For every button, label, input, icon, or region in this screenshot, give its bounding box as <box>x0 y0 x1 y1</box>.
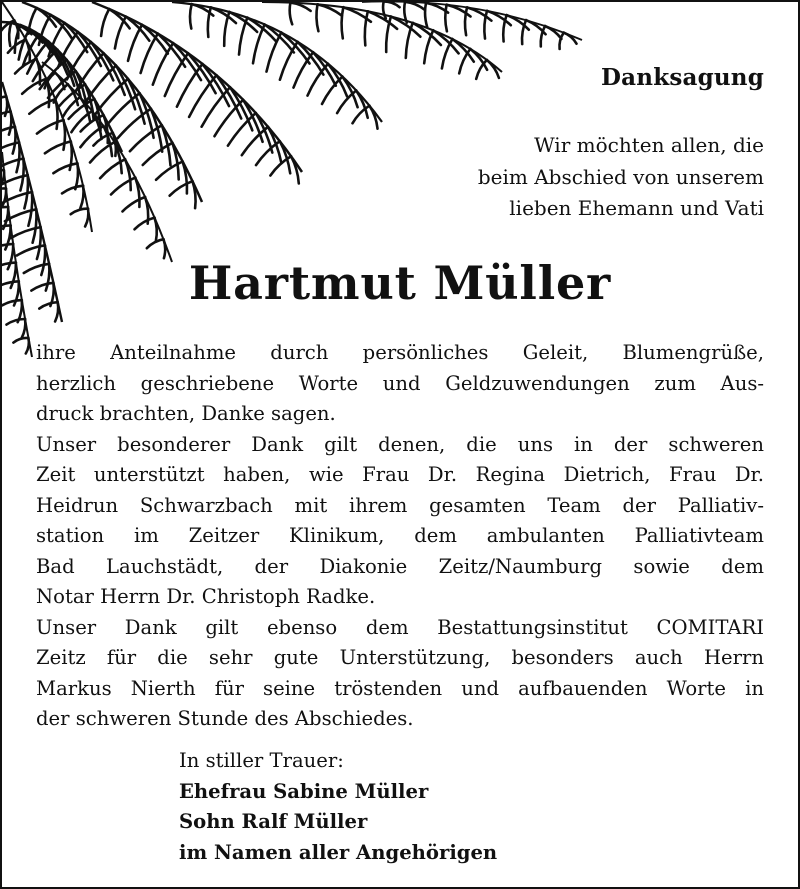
text-line: Zeitz für die sehr gute Unterstützung, besonders auch Herrn <box>36 646 764 669</box>
intro-line: beim Abschied von unserem <box>477 164 764 189</box>
heading: Danksagung <box>601 64 764 91</box>
text-line: Zeit unterstützt haben, wie Frau Dr. Regina Dietrich, Frau Dr. <box>36 463 764 486</box>
text-line: Markus Nierth für seine tröstenden und aufbauenden Worte in <box>36 676 764 700</box>
body-text <box>36 338 764 735</box>
intro-text <box>478 130 764 225</box>
text-line: der schweren Stunde des Abschiedes. <box>36 707 414 730</box>
signoff <box>179 746 497 868</box>
intro-line: lieben Ehemann und Vati <box>509 196 764 220</box>
signoff-name: im Namen aller Angehörigen <box>179 840 498 864</box>
signoff-name: Ehefrau Sabine Müller <box>179 779 429 803</box>
text-line: station im Zeitzer Klinikum, dem ambulanten Palliativteam <box>36 524 764 547</box>
text-line: Bad Lauchstädt, der Diakonie Zeitz/Naumburg sowie dem <box>36 554 764 578</box>
paragraph <box>36 613 764 735</box>
text-line: ihre Anteilnahme durch persönliches Geleit, Blumengrüße, <box>36 341 764 364</box>
paragraph <box>36 338 764 430</box>
text-line: druck brachten, Danke sagen. <box>36 402 336 425</box>
text-line: Notar Herrn Dr. Christoph Radke. <box>36 585 376 608</box>
text-line: Unser Dank gilt ebenso dem Bestattungsinstitut COMITARI <box>36 615 764 639</box>
deceased-name: Hartmut Müller <box>188 256 612 310</box>
paragraph <box>36 430 764 613</box>
intro-line: Wir möchten allen, die <box>534 133 764 157</box>
signoff-intro: In stiller Trauer: <box>179 749 344 772</box>
text-line: herzlich geschriebene Worte und Geldzuwendungen zum Aus- <box>36 371 764 395</box>
text-line: Heidrun Schwarzbach mit ihrem gesamten Team der Palliativ- <box>36 493 764 517</box>
text-line: Unser besonderer Dank gilt denen, die uns in der schweren <box>36 432 764 456</box>
signoff-name: Sohn Ralf Müller <box>179 810 368 833</box>
